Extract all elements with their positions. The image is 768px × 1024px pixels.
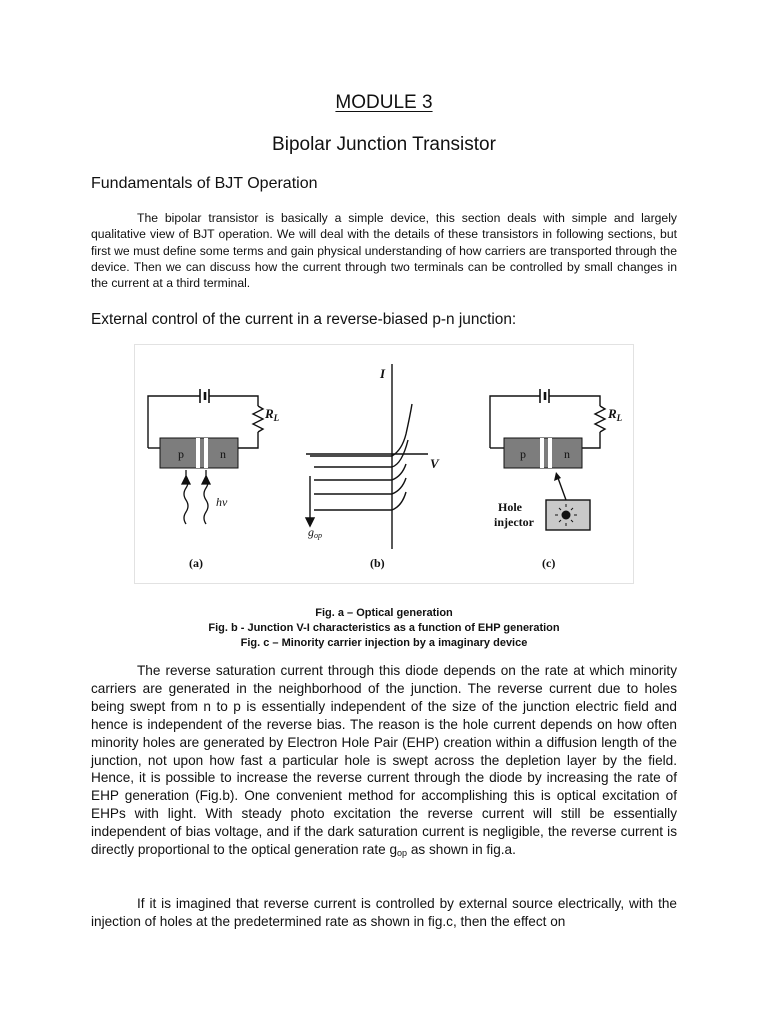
injector-label-line2: injector (494, 515, 534, 529)
v-axis-label: V (430, 456, 439, 471)
subsection-heading: External control of the current in a reverse-biased p-n junction: (91, 311, 517, 328)
section-heading: Fundamentals of BJT Operation (91, 175, 318, 192)
pn-diode-c (504, 438, 582, 468)
resistor-subscript: L (273, 413, 280, 423)
caption-fig-c: Fig. c – Minority carrier injection by a imaginary device (240, 637, 528, 649)
caption-fig-b: Fig. b - Junction V-I characteristics as a function of EHP generation (208, 622, 560, 634)
panel-b-label: (b) (370, 556, 385, 570)
p-region-label: p (520, 447, 526, 461)
bjt-figure (134, 344, 634, 584)
intro-paragraph: The bipolar transistor is basically a simple device, this section deals with simple and largely qualitative view of BJT operation. We will deal with the details of these transistors in following sections, but first we must define some terms and gain physical understanding of how carriers are transported through the device. Then we can discuss how the current through two terminals can be controlled by small changes in the current at a third terminal. (91, 211, 677, 291)
i-axis-label: I (380, 366, 386, 381)
photon-label: hν (216, 495, 228, 509)
gop-subscript: op (397, 848, 408, 859)
body-paragraph-2: If it is imagined that reverse current is controlled by external source electrically, with the injection of holes at the predetermined rate as shown in fig.c, then the effect on (91, 896, 677, 929)
panel-a-label: (a) (189, 556, 203, 570)
gop-label: g (308, 525, 314, 539)
module-title: MODULE 3 (335, 92, 433, 113)
injector-label-line1: Hole (498, 500, 522, 514)
panel-c-label: (c) (542, 556, 556, 570)
n-region-label: n (220, 447, 226, 461)
n-region-label: n (564, 447, 570, 461)
document-title: Bipolar Junction Transistor (272, 134, 496, 155)
body-paragraph-1 (91, 662, 677, 863)
paragraph-1-end: as shown in fig.a. (407, 842, 516, 858)
gop-subscript: op (314, 531, 322, 540)
pn-diode-a (160, 438, 238, 468)
resistor-subscript: L (616, 413, 623, 423)
p-region-label: p (178, 447, 184, 461)
paragraph-1-text: The reverse saturation current through this diode depends on the rate at which minority carriers are generated in the neighborhood of the junction. The reverse current due to holes being swept from n to p is essentially independent of the size of the junction electric field and hence is independent of the reverse bias. The reason is the hole current depends on how often minority holes are generated by Electron Hole Pair (EHP) creation within a diffusion length of the junction, not upon how fast a particular hole is swept across the depletion layer by the field. Hence, it is possible to increase the reverse current through the diode by increasing the rate of EHP generation (Fig.b). One convenient method for accomplishing this is optical excitation of EHPs with light. With steady photo excitation the reverse current will still be essentially independent of bias voltage, and if the dark saturation current is negligible, the reverse current is directly proportional to the optical generation rate g (91, 663, 677, 858)
resistor-label: R (265, 406, 274, 421)
resistor-label: R (608, 406, 617, 421)
caption-fig-a: Fig. a – Optical generation (315, 607, 453, 619)
